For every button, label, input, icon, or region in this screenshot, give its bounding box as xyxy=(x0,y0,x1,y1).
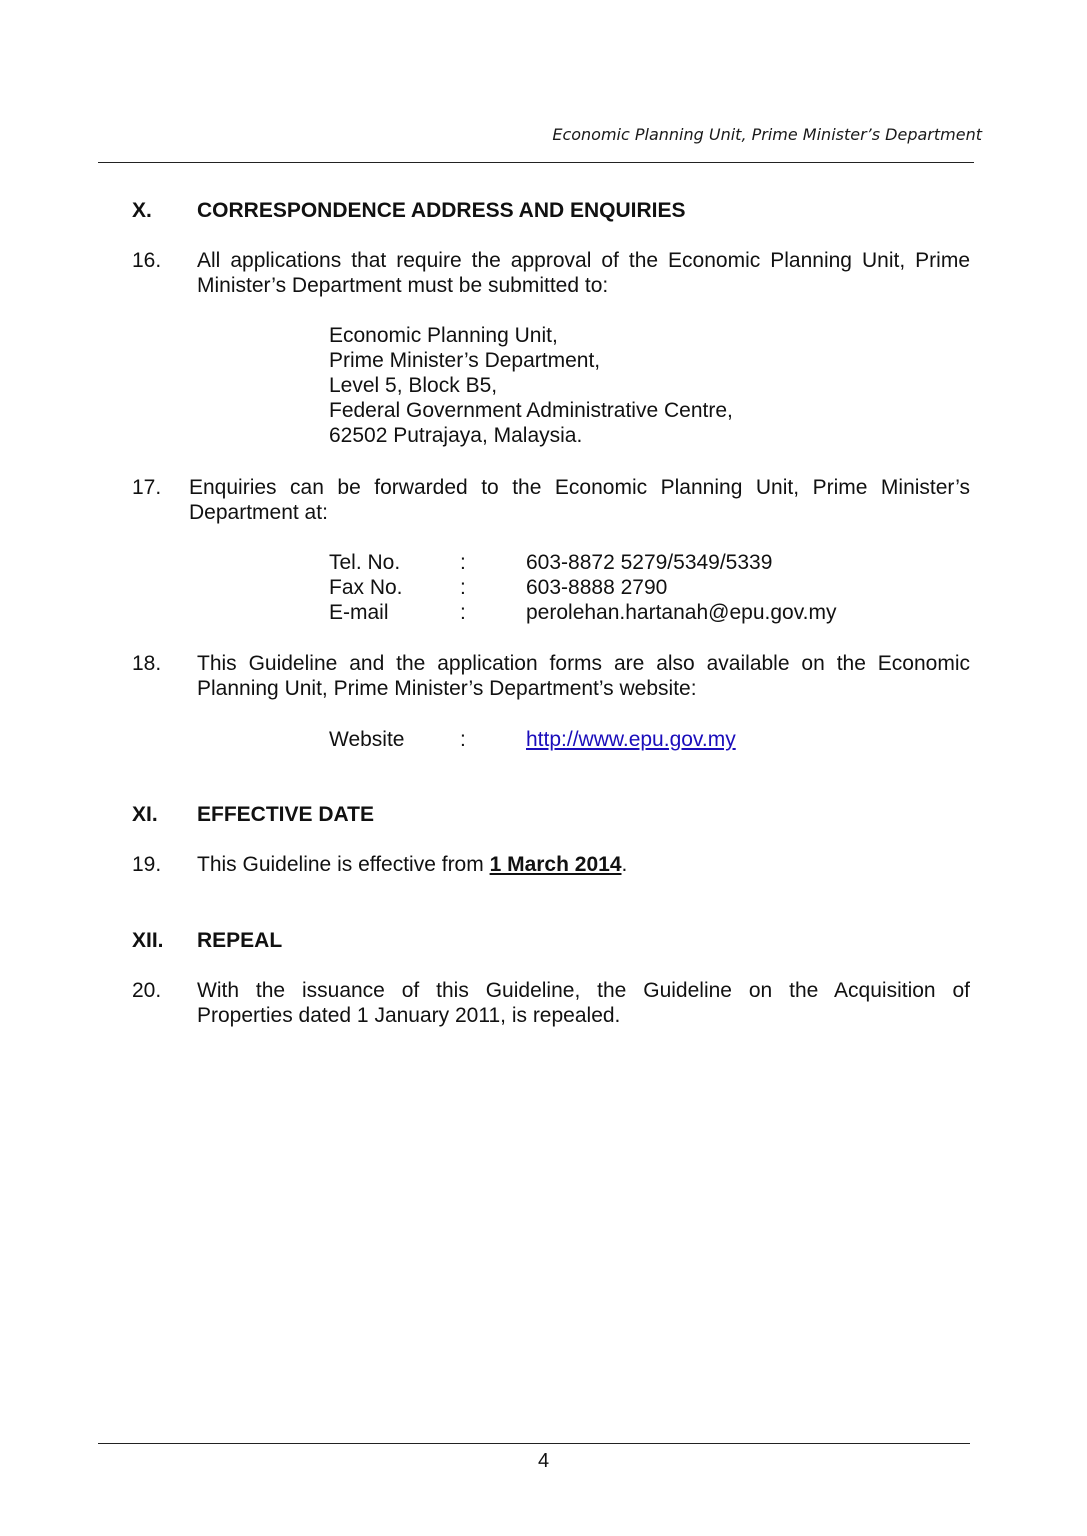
section-heading-xii xyxy=(132,928,932,953)
paragraph-line: Properties dated 1 January 2011, is repealed. xyxy=(197,1004,621,1027)
paragraph-number-20: 20. xyxy=(132,979,162,1002)
paragraph-line: Minister’s Department must be submitted to: xyxy=(197,274,609,297)
paragraph-line: This Guideline and the application forms are also available on the Economic xyxy=(197,652,970,675)
website-label: Website xyxy=(329,728,405,751)
contact-separator: : xyxy=(460,601,466,624)
paragraph-20 xyxy=(197,978,970,1028)
section-heading-xi xyxy=(132,802,932,827)
contact-value: perolehan.hartanah@epu.gov.my xyxy=(526,601,837,624)
section-heading-x xyxy=(132,198,932,223)
contact-value: 603-8888 2790 xyxy=(526,576,668,599)
header-rule xyxy=(98,162,974,163)
contact-label: Fax No. xyxy=(329,576,403,599)
effective-date: 1 March 2014 xyxy=(489,853,622,876)
paragraph-number-17: 17. xyxy=(132,476,162,499)
contact-label: Tel. No. xyxy=(329,551,401,574)
paragraph-17 xyxy=(189,475,970,525)
address-line: Prime Minister’s Department, xyxy=(329,349,601,372)
website-separator: : xyxy=(460,728,466,751)
paragraph-text: This Guideline is effective from xyxy=(197,853,490,876)
page-number: 4 xyxy=(537,1450,550,1472)
section-title: EFFECTIVE DATE xyxy=(197,803,374,826)
contact-row-tel xyxy=(329,550,949,575)
contact-label: E-mail xyxy=(329,601,389,624)
section-title: CORRESPONDENCE ADDRESS AND ENQUIRIES xyxy=(197,199,686,222)
contact-separator: : xyxy=(460,576,466,599)
contact-value: 603-8872 5279/5349/5339 xyxy=(526,551,773,574)
paragraph-18 xyxy=(197,651,970,701)
paragraph-text: . xyxy=(621,853,628,876)
paragraph-number-19: 19. xyxy=(132,853,162,876)
section-number: XI. xyxy=(132,803,158,826)
paragraph-line: Enquiries can be forwarded to the Economic Planning Unit, Prime Minister’s xyxy=(189,476,970,499)
address-line: Federal Government Administrative Centre, xyxy=(329,399,733,422)
running-header: Economic Planning Unit, Prime Minister’s Department xyxy=(552,125,982,144)
contact-row-email xyxy=(329,600,949,625)
paragraph-line: Planning Unit, Prime Minister’s Department’s website: xyxy=(197,677,697,700)
contact-row-fax xyxy=(329,575,949,600)
paragraph-16 xyxy=(197,248,970,298)
section-number: XII. xyxy=(132,929,164,952)
website-link[interactable]: http://www.epu.gov.my xyxy=(526,728,736,751)
paragraph-line: All applications that require the approval of the Economic Planning Unit, Prime xyxy=(197,249,970,272)
paragraph-19 xyxy=(197,852,627,877)
address-line: Economic Planning Unit, xyxy=(329,324,558,347)
footer-rule xyxy=(98,1443,970,1444)
paragraph-line: Department at: xyxy=(189,501,328,524)
section-number: X. xyxy=(132,199,152,222)
contact-separator: : xyxy=(460,551,466,574)
website-row xyxy=(329,727,949,752)
section-title: REPEAL xyxy=(197,929,283,952)
address-line: Level 5, Block B5, xyxy=(329,374,498,397)
address-line: 62502 Putrajaya, Malaysia. xyxy=(329,424,583,447)
paragraph-line: With the issuance of this Guideline, the Guideline on the Acquisition of xyxy=(197,979,970,1002)
paragraph-number-18: 18. xyxy=(132,652,162,675)
paragraph-number-16: 16. xyxy=(132,249,162,272)
address-block xyxy=(329,323,733,448)
